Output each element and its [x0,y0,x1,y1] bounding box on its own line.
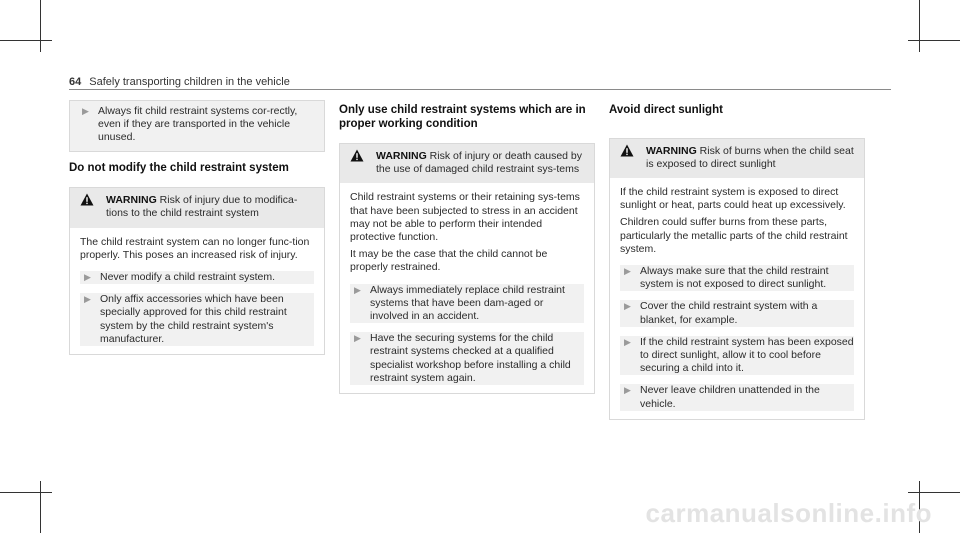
crop-mark [919,0,920,52]
triangle-right-icon: ▶ [624,301,631,312]
crop-mark [40,481,41,533]
list-item: ▶ If the child restraint system has been exposed to direct sunlight, allow it to cool before securing a child into it. [620,336,854,376]
list-item: ▶ Have the securing systems for the child restraint systems checked at a qualified specialist workshop before installing a child restraint system again. [350,332,584,385]
list-item: ▶ Never modify a child restraint system. [80,271,314,284]
paragraph: If the child restraint system is exposed to direct sunlight or heat, parts could heat up excessively. [620,185,846,212]
crop-mark [40,0,41,52]
warning-triangle-icon [350,149,364,162]
crop-mark [908,40,960,41]
warning-body [610,178,864,419]
page-number: 64 [69,76,82,88]
triangle-right-icon: ▶ [84,294,91,305]
column-1 [69,100,325,355]
warning-title: WARNING [106,194,157,207]
column-3 [609,100,865,420]
watermark: carmanualsonline.info [645,498,932,528]
warning-title: WARNING [646,144,697,157]
warning-header [610,139,864,178]
paragraph: The child restraint system can no longer func-tion properly. This poses an increased risk of injury. [80,235,310,261]
crop-mark [908,492,960,493]
warning-title: WARNING [376,150,427,162]
paragraph: Children could suffer burns from these parts, particularly the metallic parts of the child restraint system. [620,216,848,255]
triangle-right-icon: ▶ [354,333,361,344]
crop-mark [0,492,52,493]
intro-box [69,100,325,152]
page-header [69,76,290,88]
crop-mark [0,40,52,41]
warning-body [70,228,324,354]
warning-header [340,144,594,183]
triangle-right-icon: ▶ [624,385,631,396]
triangle-right-icon: ▶ [354,284,361,295]
column-2 [339,100,595,394]
list-item: ▶ Always fit child restraint systems cor-rectly, even if they are transported in the vehicle unused. [82,105,298,144]
list-item: ▶ Cover the child restraint system with a blanket, for example. [620,300,854,326]
list-item: ▶ Never leave children unattended in the vehicle. [620,384,854,410]
warning-header [70,188,324,227]
paragraph: It may be the case that the child cannot be properly restrained. [350,248,548,274]
warning-triangle-icon [80,193,94,206]
paragraph: Child restraint systems or their retaining sys-tems that have been subjected to stress in an accident may not be able to perform their intended protective function. [350,191,580,244]
section-heading: Only use child restraint systems which are in proper working condition [339,104,586,130]
triangle-right-icon: ▶ [624,336,631,347]
triangle-right-icon: ▶ [84,271,91,282]
warning-body [340,183,594,393]
warning-text: Risk of injury due to modifica-tions to the child restraint system [106,194,298,220]
header-rule [69,89,891,90]
warning-box [69,187,325,355]
section-heading: Do not modify the child restraint system [69,161,289,174]
list-item: ▶ Always make sure that the child restraint system is not exposed to direct sunlight. [620,265,854,291]
warning-box [609,138,865,420]
section-heading: Avoid direct sunlight [609,104,723,116]
warning-text: Risk of injury or death caused by the use of damaged child restraint sys-tems [376,150,582,176]
triangle-right-icon: ▶ [82,106,89,116]
list-item: ▶ Always immediately replace child restraint systems that have been dam-aged or involved in an accident. [350,284,584,324]
warning-text: Risk of burns when the child seat is exposed to direct sunlight [646,144,854,170]
list-item: ▶ Only affix accessories which have been specially approved for this child restraint system by the child restraint system's manufacturer. [80,293,314,346]
triangle-right-icon: ▶ [624,265,631,276]
warning-box [339,143,595,394]
page-title: Safely transporting children in the vehicle [89,76,290,88]
warning-triangle-icon [620,144,634,157]
